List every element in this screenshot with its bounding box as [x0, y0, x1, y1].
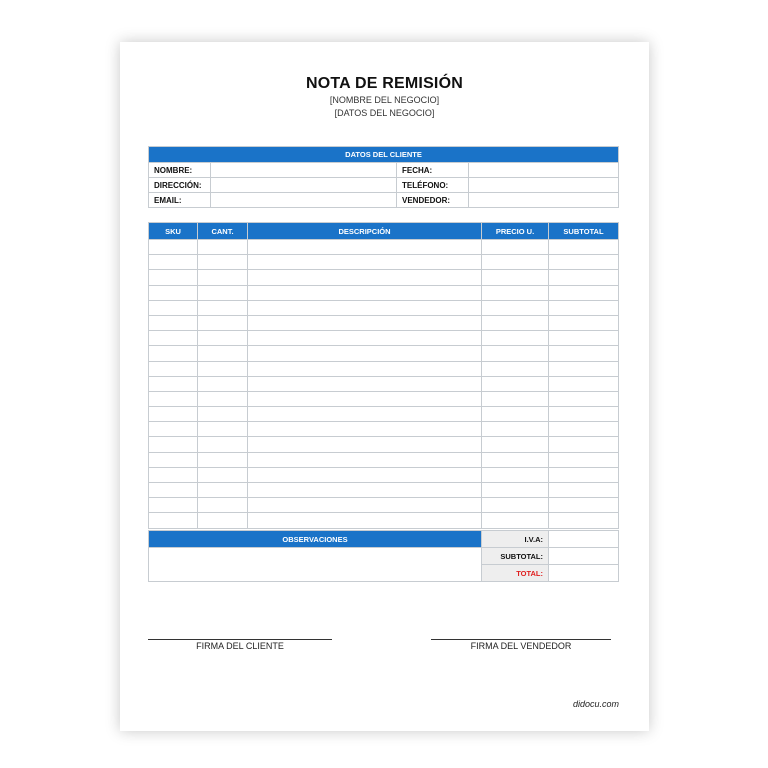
date-field[interactable] — [469, 163, 619, 178]
quantity-cell[interactable] — [198, 331, 248, 346]
iva-field[interactable] — [549, 531, 619, 548]
sku-cell[interactable] — [149, 513, 198, 528]
quantity-cell[interactable] — [198, 361, 248, 376]
column-header-subtotal: SUBTOTAL — [549, 223, 619, 240]
subtotal-cell[interactable] — [549, 346, 619, 361]
subtotal-field[interactable] — [549, 548, 619, 565]
description-cell[interactable] — [248, 270, 482, 285]
total-label: TOTAL: — [482, 565, 549, 582]
subtotal-cell[interactable] — [549, 361, 619, 376]
table-row — [149, 255, 619, 270]
unit-price-cell[interactable] — [482, 422, 549, 437]
table-row — [149, 498, 619, 513]
iva-label: I.V.A: — [482, 531, 549, 548]
seller-label: VENDEDOR: — [397, 193, 469, 208]
client-email-field[interactable] — [211, 193, 397, 208]
subtotal-cell[interactable] — [549, 483, 619, 498]
column-header-unit-price: PRECIO U. — [482, 223, 549, 240]
subtotal-cell[interactable] — [549, 391, 619, 406]
description-cell[interactable] — [248, 437, 482, 452]
quantity-cell[interactable] — [198, 391, 248, 406]
quantity-cell[interactable] — [198, 346, 248, 361]
table-row — [149, 300, 619, 315]
items-header-row — [149, 223, 619, 240]
subtotal-label: SUBTOTAL: — [482, 548, 549, 565]
description-cell[interactable] — [248, 513, 482, 528]
sku-cell[interactable] — [149, 270, 198, 285]
subtotal-cell[interactable] — [549, 452, 619, 467]
document-page — [120, 42, 649, 731]
sku-cell[interactable] — [149, 361, 198, 376]
subtotal-cell[interactable] — [549, 422, 619, 437]
unit-price-cell[interactable] — [482, 315, 549, 330]
description-cell[interactable] — [248, 346, 482, 361]
table-row — [149, 285, 619, 300]
unit-price-cell[interactable] — [482, 498, 549, 513]
unit-price-cell[interactable] — [482, 331, 549, 346]
table-row — [149, 331, 619, 346]
client-data-table — [148, 146, 619, 208]
sku-cell[interactable] — [149, 331, 198, 346]
table-row — [149, 240, 619, 255]
quantity-cell[interactable] — [198, 513, 248, 528]
client-address-field[interactable] — [211, 178, 397, 193]
table-row — [149, 513, 619, 528]
sku-cell[interactable] — [149, 285, 198, 300]
unit-price-cell[interactable] — [482, 270, 549, 285]
table-row — [149, 346, 619, 361]
unit-price-cell[interactable] — [482, 391, 549, 406]
table-row — [149, 483, 619, 498]
description-cell[interactable] — [248, 300, 482, 315]
subtotal-cell[interactable] — [549, 300, 619, 315]
subtotal-cell[interactable] — [549, 437, 619, 452]
unit-price-cell[interactable] — [482, 452, 549, 467]
description-cell[interactable] — [248, 467, 482, 482]
quantity-cell[interactable] — [198, 437, 248, 452]
description-cell[interactable] — [248, 331, 482, 346]
sku-cell[interactable] — [149, 255, 198, 270]
observations-field[interactable] — [149, 548, 482, 582]
subtotal-cell[interactable] — [549, 407, 619, 422]
sku-cell[interactable] — [149, 376, 198, 391]
unit-price-cell[interactable] — [482, 361, 549, 376]
quantity-cell[interactable] — [198, 452, 248, 467]
seller-field[interactable] — [469, 193, 619, 208]
column-header-quantity: CANT. — [198, 223, 248, 240]
description-cell[interactable] — [248, 315, 482, 330]
totals-table — [148, 530, 619, 582]
sku-cell[interactable] — [149, 483, 198, 498]
table-row — [149, 437, 619, 452]
client-name-field[interactable] — [211, 163, 397, 178]
seller-signature-line — [431, 639, 611, 640]
sku-cell[interactable] — [149, 407, 198, 422]
unit-price-cell[interactable] — [482, 285, 549, 300]
sku-cell[interactable] — [149, 422, 198, 437]
unit-price-cell[interactable] — [482, 483, 549, 498]
unit-price-cell[interactable] — [482, 513, 549, 528]
subtotal-cell[interactable] — [549, 255, 619, 270]
quantity-cell[interactable] — [198, 467, 248, 482]
unit-price-cell[interactable] — [482, 255, 549, 270]
quantity-cell[interactable] — [198, 376, 248, 391]
quantity-cell[interactable] — [198, 240, 248, 255]
total-field[interactable] — [549, 565, 619, 582]
table-row — [149, 315, 619, 330]
subtotal-cell[interactable] — [549, 498, 619, 513]
table-row — [149, 376, 619, 391]
unit-price-cell[interactable] — [482, 467, 549, 482]
business-details: [DATOS DEL NEGOCIO] — [334, 108, 435, 118]
unit-price-cell[interactable] — [482, 437, 549, 452]
subtotal-cell[interactable] — [549, 285, 619, 300]
quantity-cell[interactable] — [198, 255, 248, 270]
description-cell[interactable] — [248, 422, 482, 437]
subtotal-cell[interactable] — [549, 467, 619, 482]
description-cell[interactable] — [248, 452, 482, 467]
items-table — [148, 222, 619, 529]
brand-watermark: didocu.com — [572, 699, 619, 709]
subtotal-cell[interactable] — [549, 376, 619, 391]
quantity-cell[interactable] — [198, 498, 248, 513]
column-header-sku: SKU — [149, 223, 198, 240]
sku-cell[interactable] — [149, 346, 198, 361]
date-label: FECHA: — [397, 163, 469, 178]
table-row — [149, 452, 619, 467]
description-cell[interactable] — [248, 498, 482, 513]
observations-header: OBSERVACIONES — [149, 531, 482, 548]
quantity-cell[interactable] — [198, 422, 248, 437]
seller-signature-label: FIRMA DEL VENDEDOR — [470, 641, 572, 651]
description-cell[interactable] — [248, 285, 482, 300]
description-cell[interactable] — [248, 407, 482, 422]
unit-price-cell[interactable] — [482, 407, 549, 422]
quantity-cell[interactable] — [198, 315, 248, 330]
sku-cell[interactable] — [149, 300, 198, 315]
sku-cell[interactable] — [149, 391, 198, 406]
subtotal-cell[interactable] — [549, 315, 619, 330]
client-signature-line — [148, 639, 332, 640]
sku-cell[interactable] — [149, 315, 198, 330]
quantity-cell[interactable] — [198, 483, 248, 498]
subtotal-cell[interactable] — [549, 270, 619, 285]
sku-cell[interactable] — [149, 437, 198, 452]
sku-cell[interactable] — [149, 452, 198, 467]
description-cell[interactable] — [248, 240, 482, 255]
description-cell[interactable] — [248, 255, 482, 270]
client-signature-label: FIRMA DEL CLIENTE — [196, 641, 284, 651]
unit-price-cell[interactable] — [482, 300, 549, 315]
client-address-label: DIRECCIÓN: — [149, 178, 211, 193]
table-row — [149, 407, 619, 422]
quantity-cell[interactable] — [198, 285, 248, 300]
table-row — [149, 391, 619, 406]
client-name-label: NOMBRE: — [149, 163, 211, 178]
subtotal-cell[interactable] — [549, 513, 619, 528]
unit-price-cell[interactable] — [482, 346, 549, 361]
table-row — [149, 361, 619, 376]
description-cell[interactable] — [248, 361, 482, 376]
sku-cell[interactable] — [149, 240, 198, 255]
description-cell[interactable] — [248, 376, 482, 391]
table-row — [149, 422, 619, 437]
phone-field[interactable] — [469, 178, 619, 193]
client-section-header: DATOS DEL CLIENTE — [149, 147, 619, 163]
client-email-label: EMAIL: — [149, 193, 211, 208]
unit-price-cell[interactable] — [482, 240, 549, 255]
unit-price-cell[interactable] — [482, 376, 549, 391]
business-name: [NOMBRE DEL NEGOCIO] — [329, 95, 440, 105]
quantity-cell[interactable] — [198, 407, 248, 422]
sku-cell[interactable] — [149, 467, 198, 482]
quantity-cell[interactable] — [198, 270, 248, 285]
description-cell[interactable] — [248, 391, 482, 406]
table-row — [149, 467, 619, 482]
sku-cell[interactable] — [149, 498, 198, 513]
subtotal-cell[interactable] — [549, 331, 619, 346]
quantity-cell[interactable] — [198, 300, 248, 315]
table-row — [149, 270, 619, 285]
phone-label: TELÉFONO: — [397, 178, 469, 193]
description-cell[interactable] — [248, 483, 482, 498]
document-title: NOTA DE REMISIÓN — [306, 75, 463, 92]
column-header-description: DESCRIPCIÓN — [248, 223, 482, 240]
subtotal-cell[interactable] — [549, 240, 619, 255]
